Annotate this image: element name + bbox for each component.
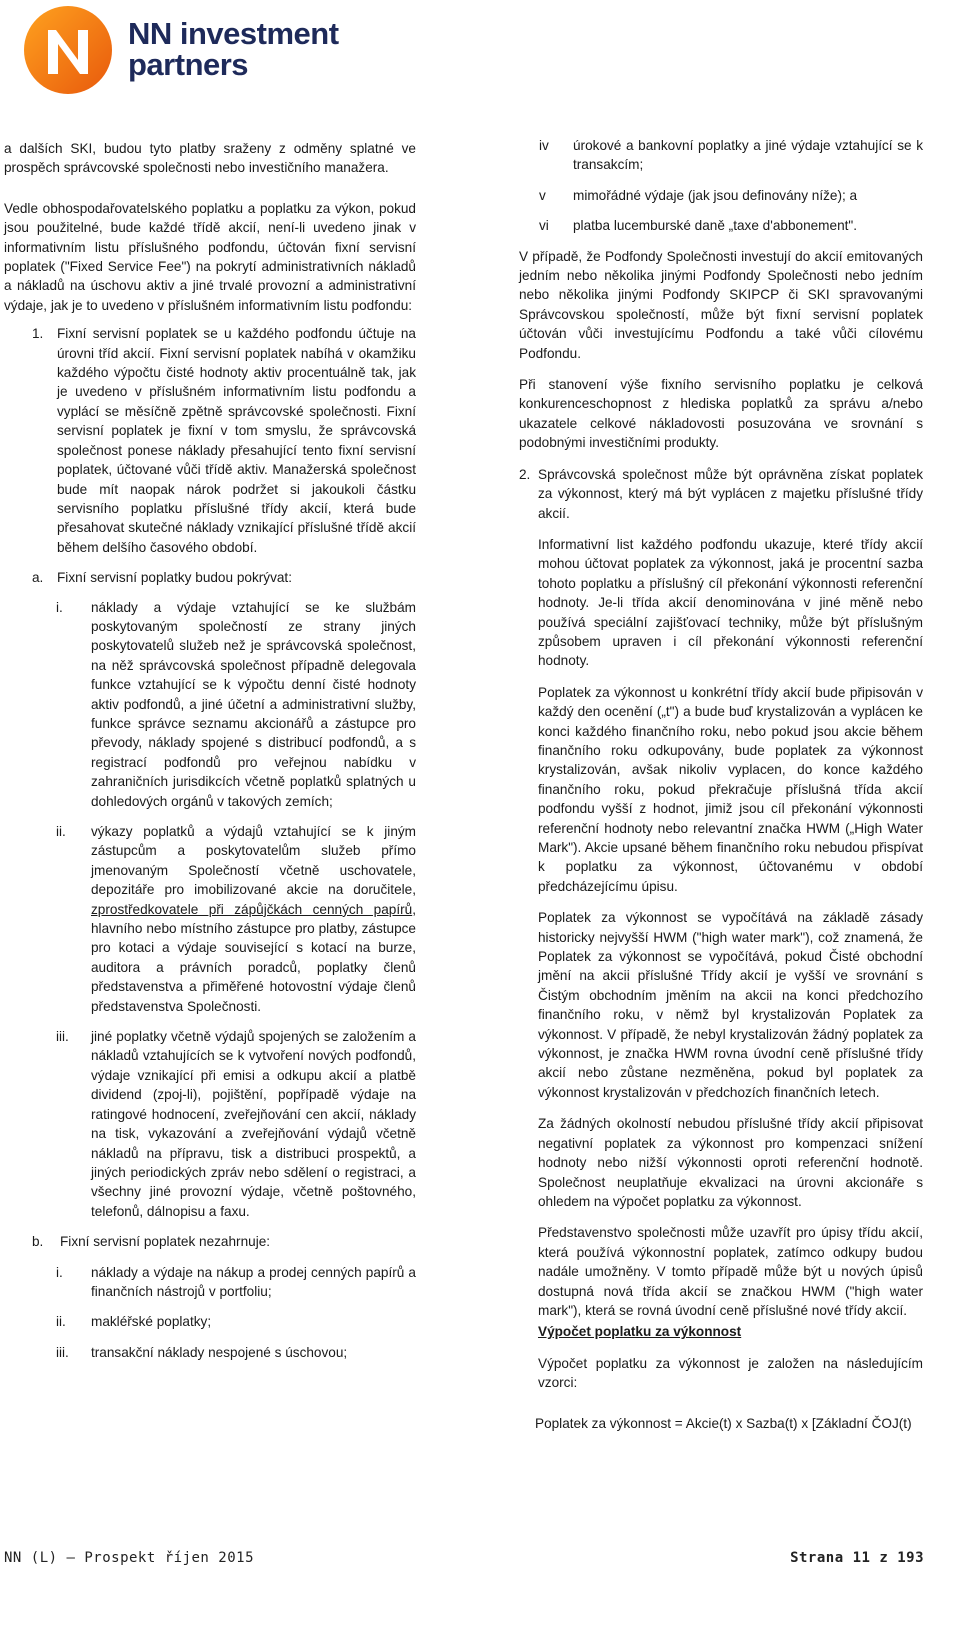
numbered-item-1 (4, 324, 416, 557)
logo-text-line2: partners (128, 47, 249, 82)
list-item-text: platba lucemburské daně „taxe d'abbonement". (573, 218, 858, 234)
list-item-text: úrokové a bankovní poplatky a jiné výdaje vztahující se k transakcím; (573, 138, 923, 173)
paragraph: Výpočet poplatku za výkonnost je založen na následujícím vzorci: (538, 1355, 923, 1391)
sub-item-iv (519, 136, 923, 175)
sub-item-b-i (4, 1263, 416, 1302)
list-marker: v (539, 187, 546, 203)
logo-text-line1: NN investment (128, 16, 339, 51)
list-marker: iv (539, 138, 549, 153)
company-logo (22, 4, 362, 96)
list-marker: vi (539, 218, 549, 234)
list-item-text: Fixní servisní poplatky budou pokrývat: (57, 570, 292, 586)
list-marker: b. (32, 1234, 44, 1250)
right-column (519, 136, 923, 1433)
list-item-text: makléřské poplatky; (91, 1314, 212, 1330)
list-marker: 1. (32, 326, 44, 342)
investment-paragraph: V případě, že Podfondy Společnosti investují do akcií emitovaných jedním nebo několika jinými Podfondy Společnosti nebo jedním nebo několika jinými Podfondy SKIPCP či SKI spravovanými Správcovskou společností, může být fixní servisní poplatek účtován vůči investujícímu Podfondu a také vůči cílovému Podfondu. (519, 248, 923, 361)
list-item-text: transakční náklady nespojené s úschovou; (91, 1344, 348, 1360)
list-item-text: náklady a výdaje vztahující se ke službám poskytovaným společností ze strany jiných poskytovatelů služeb než je správcovská společnost, na něž správcovská společnost případně delegovala funkce vztahující se k výpočtu denní čisté hodnoty aktiv podfondů, a jiné účetní a administrativní služby, funkce správce seznamu akcionářů a zástupce pro převody, náklady spojené s distribucí podfondů, a s registrací podfondů pro veřejnou nabídku v zahraničních jurisdikcích včetně poplatků splatných u dohledových orgánů v takových zemích; (91, 599, 416, 809)
list-marker: ii. (56, 824, 66, 839)
list-item-text: výkazy poplatků a výdajů vztahující se k jiným zástupcům a poskytovatelům služeb přímo jmenovaným Společností včetně uschovatele, depozitáře pro imobilizované akcie na doručitele, zprostředkovatele při zápůjčkách cenných papírů, hlavního nebo místního zástupce pro platby, zástupce pro kotaci a výdaje související s kotací na burze, auditora a právních poradců, poplatky členů představenstva a přiměřené hotovostní výdaje členů představenstva Společnosti. (91, 824, 416, 1014)
nn-logo-icon (22, 4, 118, 96)
sub-item-a-ii (4, 822, 416, 1016)
item-2-body (519, 535, 923, 1433)
left-column (4, 139, 416, 1362)
list-marker: a. (32, 570, 44, 586)
list-item-text: Správcovská společnost může být oprávněna získat poplatek za výkonnost, který má být vyplácen z majetku příslušné třídy akcií. (538, 466, 923, 521)
paragraph: Představenstvo společnosti může uzavřít pro úpisy třídu akcií, která používá výkonnostní poplatek, zatímco odkupy budou nadále umožněny. V tomto případě může být u nových úpisů dostupná nová třída akcií se značkou HWM ("high water mark"), která se rovná úvodní ceně příslušné nové třídy akcií. (538, 1225, 923, 1318)
sub-item-vi (519, 216, 923, 235)
sub-item-v (519, 186, 923, 205)
footer-page-number: Strana 11 z 193 (790, 1550, 924, 1566)
intro-paragraph: a dalších SKI, budou tyto platby sraženy z odměny splatné ve prospěch správcovské společnosti nebo investičního manažera. (4, 141, 416, 176)
fixed-service-fee-paragraph: Vedle obhospodařovatelského poplatku a poplatku za výkon, pokud jsou použitelné, bude každé třídě akcií, není-li uvedeno jinak v informativním listu příslušného podfondu, účtován fixní servisní poplatek ("Fixed Service Fee") na pokrytí administrativních nákladů a nákladů na úschovu aktiv a jiné trvalé provozní a administrativní výdaje, jak je to uvedeno v příslušném informativním listu podfondu: (4, 200, 416, 313)
list-marker: i. (56, 599, 63, 615)
sub-item-a-i (4, 598, 416, 811)
list-item-text: Fixní servisní poplatek nezahrnuje: (60, 1234, 271, 1250)
paragraph: Poplatek za výkonnost u konkrétní třídy akcií bude připisován v každý den ocenění („t") a bude buď krystalizován a vyplácen ke konci každého finančního roku, nebo pokud jsou akcie během finančního roku odkupovány, bude poplatek za výkonnost krystalizován, avšak nikoliv vyplacen, do konce každého finančního roku, pokud překračuje příslušná třída akcií podfondu vyšší z hodnot, jimiž jsou cíl překonání výkonnosti referenční hodnoty nebo relevantní značka HWM („High Water Mark"). Akcie upsané během finančního roku nebudou přispívat k poplatku za výkonnost, účtovanému v období předcházejícímu úpisu. (538, 684, 923, 894)
list-item-text: náklady a výdaje na nákup a prodej cenných papírů a finančních nástrojů v portfoliu; (91, 1264, 416, 1299)
paragraph: Za žádných okolností nebudou příslušné třídy akcií připisovat negativní poplatek za výkonnost pro kompenzaci snížení hodnoty nebo nižší výkonnosti oproti referenční hodnotě. Společnost neuplatňuje ekvalizaci na úrovni akcionáře s ohledem na výpočet poplatku za výkonnost. (538, 1116, 923, 1209)
lettered-item-b (4, 1232, 416, 1251)
paragraph: Informativní list každého podfondu ukazuje, které třídy akcií mohou účtovat poplatek za výkonnost, jaká je procentní sazba tohoto poplatku a příslušný cíl překonání výkonnosti referenční hodnoty. Je-li třída akcií denominována v jiné měně nebo používá speciální zajišťovací techniky, může být příslušným způsobem upraven i cíl překonání výkonnosti referenční hodnoty. (538, 536, 923, 669)
underlined-term: zprostředkovatele při zápůjčkách cenných papírů (91, 901, 413, 917)
list-marker: i. (56, 1264, 63, 1280)
section-heading: Výpočet poplatku za výkonnost (538, 1324, 742, 1340)
sub-item-b-iii (4, 1343, 416, 1362)
lettered-item-a (4, 568, 416, 587)
numbered-item-2 (519, 465, 923, 523)
list-marker: 2. (519, 466, 531, 482)
sub-item-a-iii (4, 1027, 416, 1221)
paragraph: Poplatek za výkonnost se vypočítává na základě zásady historicky nejvyšší HWM ("high water mark"), což znamená, že Poplatek za výkonnost se vypočítává, pokud Čisté obchodní jmění na akcii příslušné Třídy akcií je vyšší ve srovnání s Čistým obchodním jměním na akcii na konci předchozího finančního roku, v němž byl krystalizován Poplatek za výkonnost. V případě, že nebyl krystalizován žádný poplatek za výkonnost, je značka HWM rovna úvodní ceně příslušné třídy akcií nebo zůstane nezměněna, pokud byl poplatek za výkonnost krystalizován v předchozích finančních letech. (538, 910, 923, 1100)
list-marker: ii. (56, 1314, 66, 1330)
sub-item-b-ii (4, 1312, 416, 1331)
footer-document-title: NN (L) – Prospekt říjen 2015 (4, 1550, 255, 1566)
competitiveness-paragraph: Při stanovení výše fixního servisního poplatku je celková konkurenceschopnost z hlediska poplatků za správu a/nebo ukazatele celkové nákladovosti posuzována ve srovnání s podobnými investičními produkty. (519, 377, 923, 451)
list-marker: iii. (56, 1029, 69, 1045)
list-marker: iii. (56, 1344, 69, 1360)
list-item-text: jiné poplatky včetně výdajů spojených se založením a nákladů vztahujících se k vytvoření nových podfondů, výdaje vznikající při emisi a odkupu akcií a platbě dividend (zpoj-li), pojištění, popřípadě výdaje na ratingové hodnocení, zveřejňování cen akcií, náklady na tisk, vykazování a zveřejňování výdajů včetně nákladů na přípravu, tisk a distribuci prospektů, a jiných periodických zpráv nebo sdělení o registraci, a všechny jiné provozní výdaje, včetně poštovného, telefonů, dálnopisu a faxu. (91, 1029, 416, 1219)
list-item-text: Fixní servisní poplatek se u každého podfondu účtuje na úrovni tříd akcií. Fixní servisní poplatek nabíhá v okamžiku každého výpočtu čisté hodnoty aktiv procentuálně tak, jak je uvedeno v příslušném informativním listu podfondu a vyplácí se měsíčně zpětně správcovské společnosti. Fixní servisní poplatek je fixní v tom smyslu, že správcovská společnost ponese náklady přesahující tento fixní servisní poplatek, účtované vůči třídě aktiv. Manažerská společnost bude mít naopak nárok podržet si jakoukoli částku servisního poplatku příslušné třídy akcií, která bude přesahovat skutečné náklady vznikající příslušné třídě akcií během delšího časového období. (57, 326, 416, 555)
list-item-text: mimořádné výdaje (jak jsou definovány níže); a (573, 187, 858, 203)
formula: Poplatek za výkonnost = Akcie(t) x Sazba(t) x [Základní ČOJ(t) (535, 1415, 912, 1431)
